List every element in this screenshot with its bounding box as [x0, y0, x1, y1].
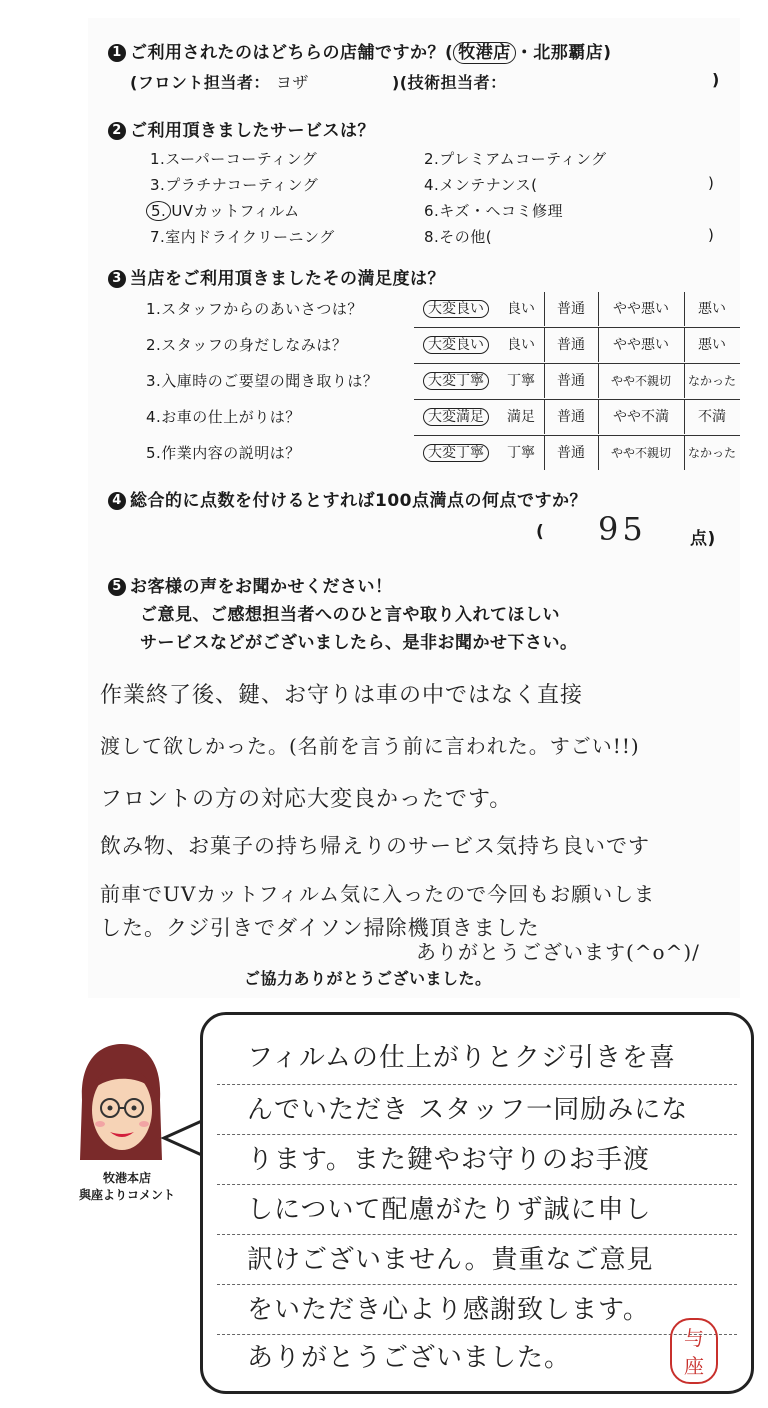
q4-number: 4	[108, 492, 126, 510]
comment-line-2: 渡して欲しかった。(名前を言う前に言われた。すごい!!)	[100, 734, 640, 758]
service-option-6: 6.キズ・ヘコミ修理	[424, 202, 564, 220]
rating-1-choice-5: 悪い	[698, 301, 726, 317]
score-value: 95	[598, 510, 647, 548]
staff-caption-store: 牧港本店	[102, 1171, 151, 1185]
q2-heading	[108, 116, 375, 141]
q1-store-sep: ・	[515, 43, 534, 63]
service-option-5	[146, 200, 300, 221]
rating-row-2	[414, 328, 740, 364]
rating-5-choice-2: 丁寧	[498, 436, 545, 470]
q2-number: 2	[108, 122, 126, 140]
rating-3-choice-5: なかった	[687, 374, 736, 388]
q3-text: 当店をご利用頂きましたその満足度は？	[130, 269, 445, 289]
rating-2-choice-3: 普通	[544, 328, 599, 362]
front-staff-label: (フロント担当者：	[130, 73, 270, 92]
q5-heading	[108, 572, 393, 597]
staff-avatar	[70, 1040, 170, 1166]
reply-line-4: しについて配慮がたりず誠に申し	[247, 1195, 652, 1225]
rating-4-choice-4: やや不満	[598, 400, 685, 434]
rating-2-choice-5: 悪い	[698, 337, 726, 353]
q1-heading	[108, 38, 612, 63]
service-option-4-close: )	[708, 174, 715, 192]
rating-2-choice-2: 良い	[498, 328, 545, 362]
rating-4-choice-3: 普通	[544, 400, 599, 434]
q5-sub1: ご意見、ご感想担当者へのひと言や取り入れてほしい	[140, 605, 560, 625]
comment-line-5: 前車でUVカットフィルム気に入ったので今回もお願いしま	[100, 882, 656, 906]
service-option-8: 8.その他(	[424, 228, 493, 246]
rating-1-choice-1: 大変良い	[423, 300, 489, 318]
rating-4-choice-2: 満足	[498, 400, 545, 434]
service-option-1: 1.スーパーコーティング	[150, 150, 318, 168]
name-seal	[670, 1318, 718, 1384]
rating-question-3: 3.入庫時のご要望の聞き取りは？	[146, 372, 379, 390]
rating-4-choice-5: 不満	[698, 409, 726, 425]
service-option-3: 3.プラチナコーティング	[150, 176, 319, 194]
tech-staff-label: )(技術担当者：	[391, 73, 507, 92]
service-option-2: 2.プレミアムコーティング	[424, 150, 607, 168]
rating-1-choice-4: やや悪い	[598, 292, 685, 326]
q1-text: ご利用されたのはどちらの店舗ですか？(	[130, 43, 454, 63]
q1-close: )	[603, 43, 612, 63]
reply-line-3: ります。また鍵やお守りのお手渡	[247, 1145, 650, 1175]
rating-2-choice-1: 大変良い	[423, 336, 489, 354]
front-staff-value: ヨザ	[275, 73, 309, 92]
reply-line-5: 訳けございません。貴重なご意見	[247, 1245, 654, 1275]
rating-row-4	[414, 400, 740, 436]
thanks-line: ご協力ありがとうございました。	[244, 969, 492, 988]
rating-row-3	[414, 364, 740, 400]
rating-row-5	[414, 436, 740, 472]
q5-number: 5	[108, 578, 126, 596]
reply-line-2: んでいただき スタッフ一同励みにな	[247, 1095, 689, 1125]
comment-line-1: 作業終了後、鍵、お守りは車の中ではなく直接	[100, 683, 584, 708]
bubble-rule-5	[217, 1283, 737, 1285]
rating-question-1: 1.スタッフからのあいさつは？	[146, 300, 363, 318]
service-option-4: 4.メンテナンス(	[424, 176, 538, 194]
comment-line-7: ありがとうございます(^o^)/	[416, 940, 700, 964]
bubble-rule-3	[217, 1183, 737, 1185]
rating-5-choice-1: 大変丁寧	[423, 444, 489, 462]
comment-line-4: 飲み物、お菓子の持ち帰えりのサービス気持ち良いです	[100, 834, 650, 858]
rating-1-choice-3: 普通	[544, 292, 599, 326]
rating-3-choice-4: やや不親切	[598, 364, 685, 398]
q4-text: 総合的に点数を付けるとすれば100点満点の何点ですか？	[130, 491, 587, 511]
service-option-5-label: UVカットフィルム	[171, 202, 300, 220]
reply-line-6: をいただき心より感謝致します。	[247, 1295, 650, 1325]
q3-number: 3	[108, 270, 126, 288]
score-open: (	[536, 522, 545, 542]
q3-heading	[108, 264, 445, 289]
rating-5-choice-3: 普通	[544, 436, 599, 470]
rating-2-choice-4: やや悪い	[598, 328, 685, 362]
rating-question-4: 4.お車の仕上がりは？	[146, 408, 301, 426]
reply-line-7: ありがとうございました。	[247, 1343, 572, 1373]
bubble-rule-1	[217, 1083, 737, 1085]
rating-5-choice-4: やや不親切	[598, 436, 685, 470]
bubble-rule-6	[217, 1333, 737, 1335]
bubble-rule-4	[217, 1233, 737, 1235]
rating-4-choice-1: 大変満足	[423, 408, 489, 426]
rating-3-choice-3: 普通	[544, 364, 599, 398]
staff-caption-name: 與座よりコメント	[78, 1188, 175, 1202]
q1-number: 1	[108, 44, 126, 62]
seal-char-1: 与	[684, 1326, 704, 1350]
comment-line-3: フロントの方の対応大変良かったです。	[100, 787, 513, 812]
tech-staff-close: )	[712, 70, 720, 89]
comment-line-6: した。クジ引きでダイソン掃除機頂きました	[100, 916, 540, 940]
q5-text: お客様の声をお聞かせください！	[130, 577, 393, 597]
score-unit: 点)	[690, 529, 716, 549]
reply-line-1: フィルムの仕上がりとクジ引きを喜	[247, 1043, 676, 1073]
service-option-5-selected: 5.	[146, 201, 171, 221]
q1-store-selected: 牧港店	[453, 42, 516, 64]
seal-char-2: 座	[684, 1354, 704, 1378]
rating-row-1	[414, 292, 740, 328]
service-option-7: 7.室内ドライクリーニング	[150, 228, 335, 246]
bubble-rule-2	[217, 1133, 737, 1135]
q2-text: ご利用頂きましたサービスは？	[130, 121, 375, 141]
staff-caption	[72, 1170, 182, 1204]
rating-3-choice-2: 丁寧	[498, 364, 545, 398]
q5-sub2: サービスなどがございましたら、是非お聞かせ下さい。	[140, 633, 578, 653]
q4-heading	[108, 486, 587, 511]
rating-question-2: 2.スタッフの身だしなみは？	[146, 336, 348, 354]
rating-3-choice-1: 大変丁寧	[423, 372, 489, 390]
q1-staff-row	[130, 70, 507, 93]
q1-store-other: 北那覇店	[533, 43, 604, 63]
service-option-8-close: )	[708, 226, 715, 244]
rating-5-choice-5: なかった	[687, 446, 736, 460]
rating-1-choice-2: 良い	[498, 292, 545, 326]
rating-question-5: 5.作業内容の説明は？	[146, 444, 301, 462]
